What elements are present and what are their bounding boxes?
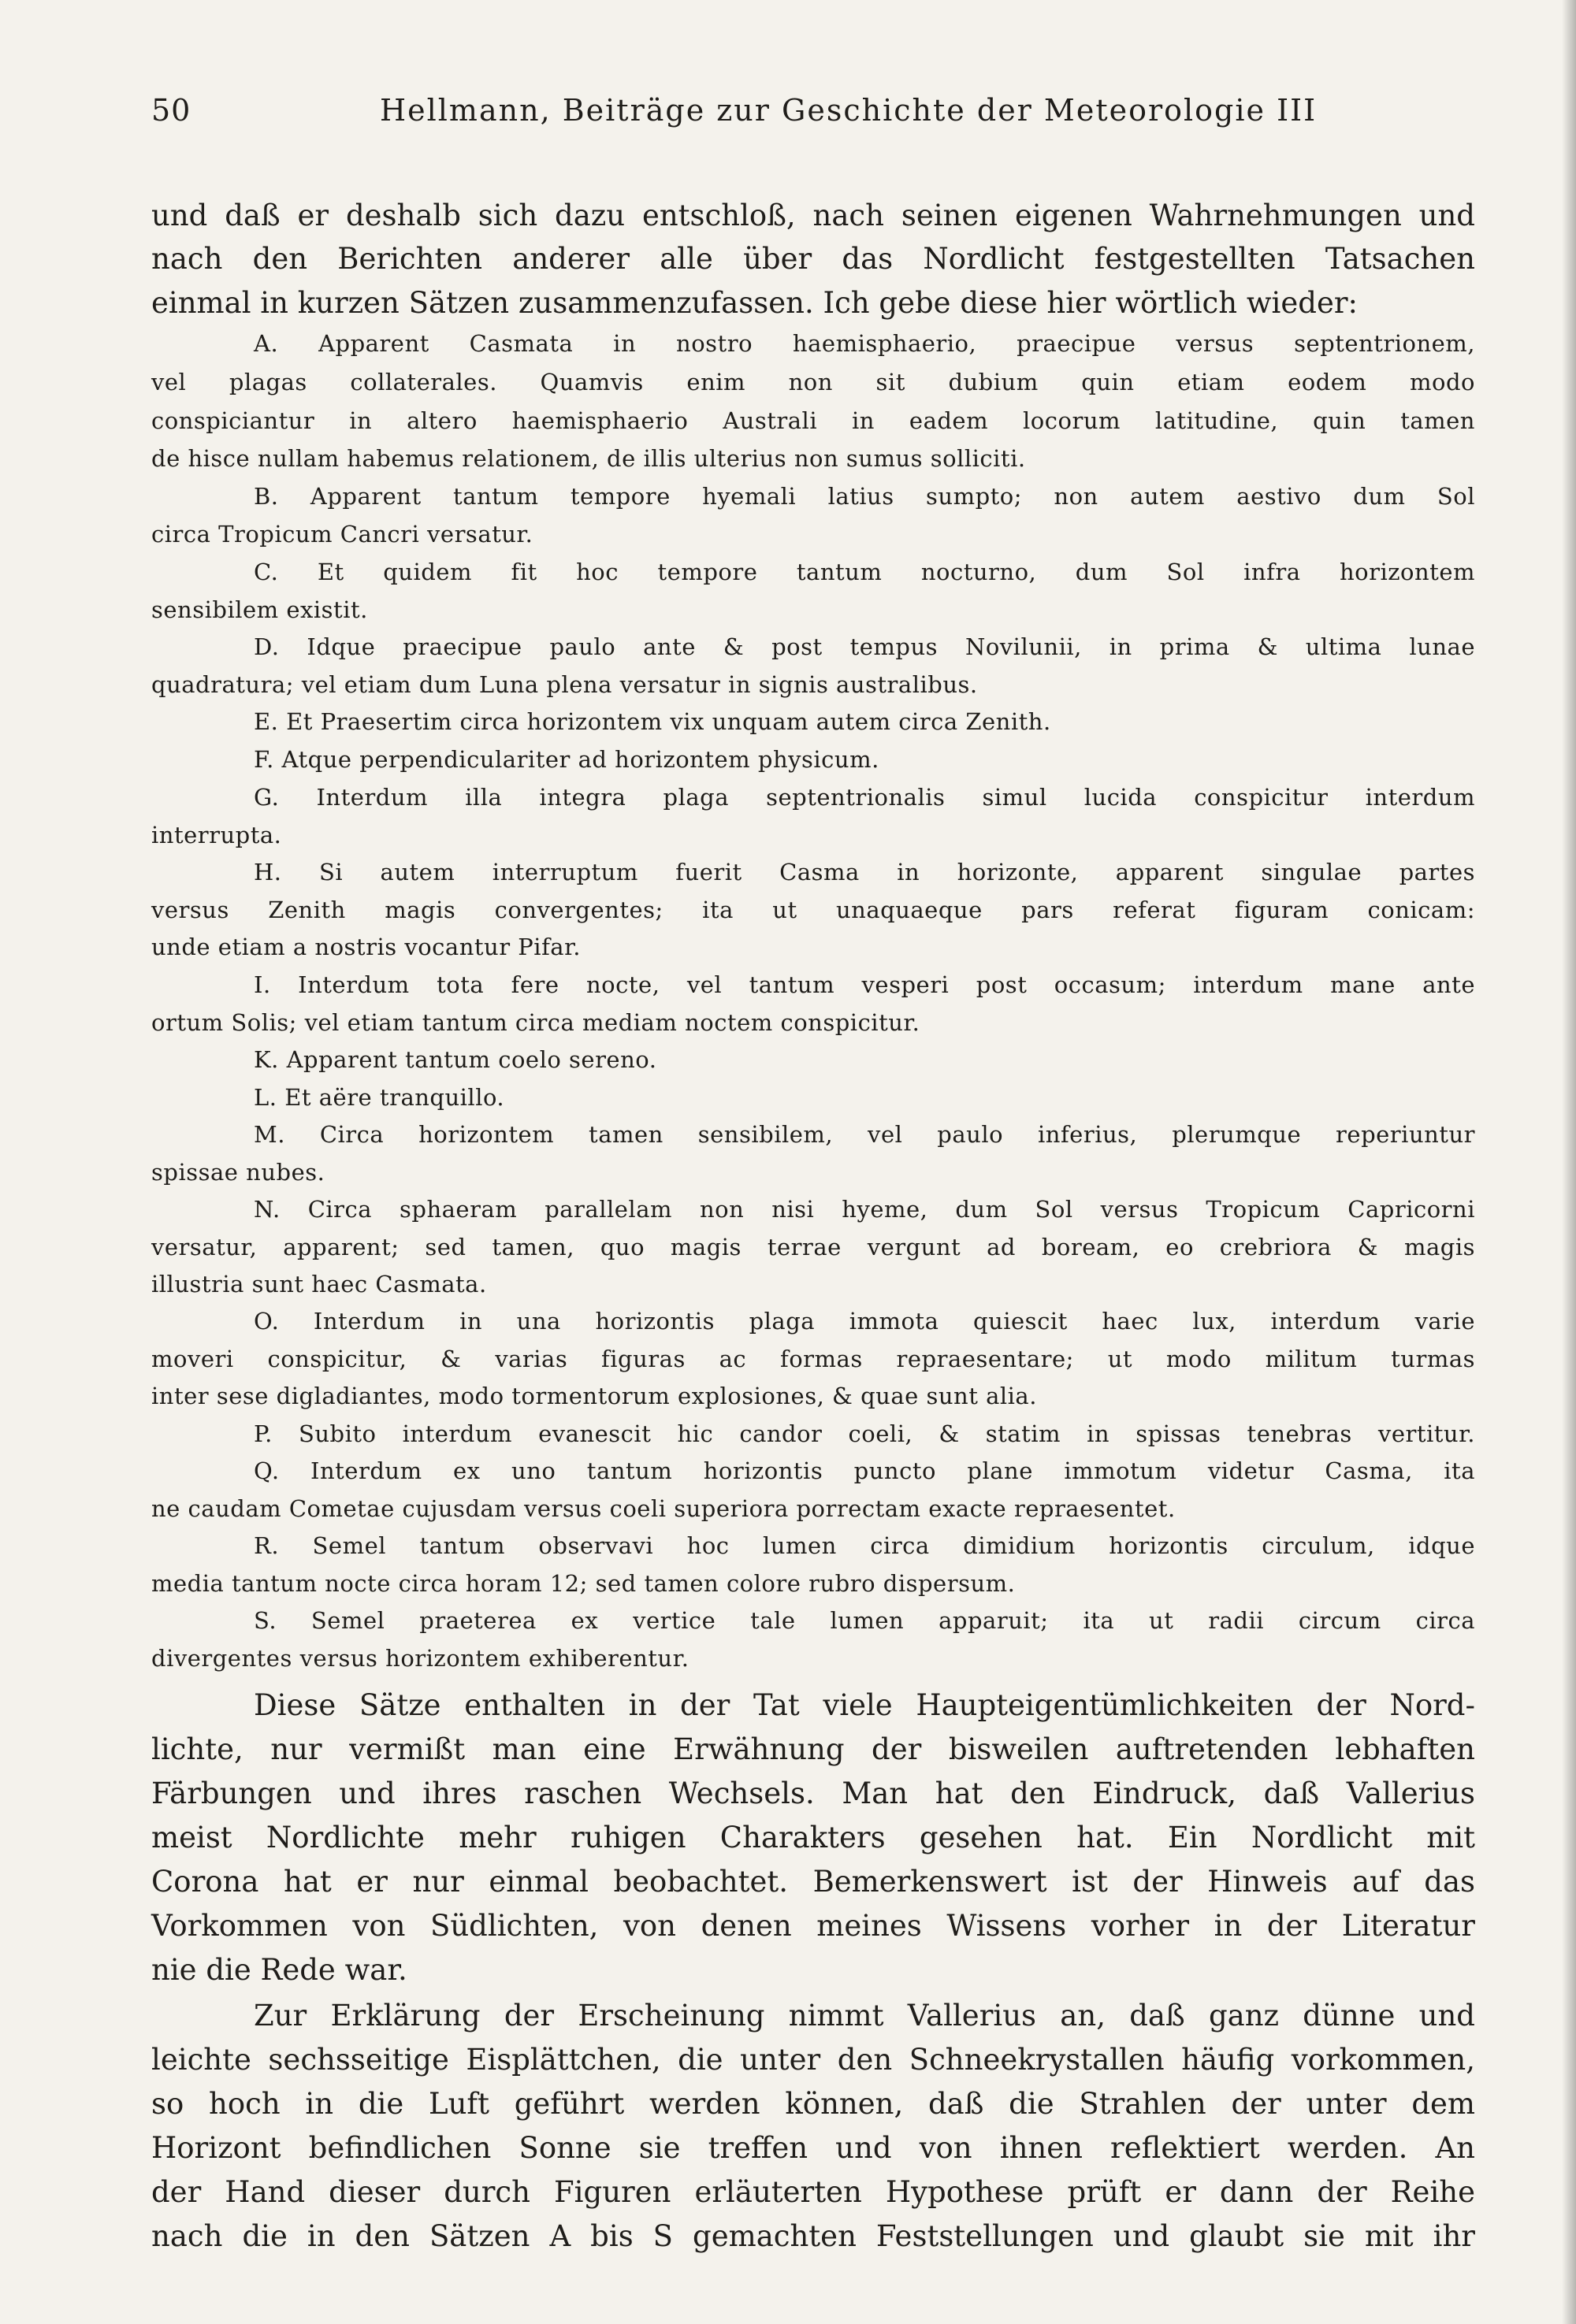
running-header: [151, 93, 1475, 140]
text-line: meist Nordlichte mehr ruhigen Charakters gesehen hat. Ein Nordlicht mit: [151, 1821, 1475, 1854]
text-line: conspiciantur in altero haemisphaerio Australi in eadem locorum latitudine, quin tamen: [151, 407, 1475, 434]
text-line: R. Semel tantum observavi hoc lumen circa dimidium horizontis circulum, idque: [254, 1532, 1475, 1559]
text-line: ortum Solis; vel etiam tantum circa mediam noctem conspicitur.: [151, 1009, 920, 1036]
text-line: lichte, nur vermißt man eine Erwähnung der bisweilen auftretenden lebhaften: [151, 1732, 1475, 1766]
page-edge-shadow: [1562, 0, 1576, 2324]
text-line: moveri conspicitur, & varias figuras ac formas repraesentare; ut modo militum turmas: [151, 1346, 1475, 1372]
text-line: quadratura; vel etiam dum Luna plena versatur in signis australibus.: [151, 671, 978, 698]
text-line: L. Et aëre tranquillo.: [254, 1084, 505, 1111]
text-line: Corona hat er nur einmal beobachtet. Bemerkenswert ist der Hinweis auf das: [151, 1865, 1475, 1899]
text-line: Horizont befindlichen Sonne sie treffen und von ihnen reflektiert werden. An: [151, 2131, 1475, 2165]
text-line: nach den Berichten anderer alle über das Nordlicht festgestellten Tatsachen: [151, 242, 1475, 276]
text-line: F. Atque perpendiculariter ad horizontem physicum.: [254, 746, 879, 773]
text-line: nach die in den Sätzen A bis S gemachten Feststellungen und glaubt sie mit ihr: [151, 2219, 1475, 2253]
text-line: Vorkommen von Südlichten, von denen meines Wissens vorher in der Literatur: [151, 1909, 1475, 1943]
text-line: circa Tropicum Cancri versatur.: [151, 521, 533, 548]
text-line: E. Et Praesertim circa horizontem vix unquam autem circa Zenith.: [254, 708, 1051, 735]
text-line: O. Interdum in una horizontis plaga immota quiescit haec lux, interdum varie: [254, 1308, 1475, 1335]
text-line: sensibilem existit.: [151, 596, 368, 623]
text-line: inter sese digladiantes, modo tormentorum explosiones, & quae sunt alia.: [151, 1383, 1037, 1409]
text-line: D. Idque praecipue paulo ante & post tempus Novilunii, in prima & ultima lunae: [254, 633, 1475, 660]
text-line: spissae nubes.: [151, 1159, 325, 1186]
text-line: interrupta.: [151, 822, 282, 848]
text-line: G. Interdum illa integra plaga septentrionalis simul lucida conspicitur interdum: [254, 784, 1475, 811]
text-line: P. Subito interdum evanescit hic candor coeli, & statim in spissas tenebras vertitur.: [254, 1420, 1475, 1447]
text-line: Diese Sätze enthalten in der Tat viele Haupteigentümlichkeiten der Nord-: [254, 1688, 1475, 1722]
text-line: Zur Erklärung der Erscheinung nimmt Vallerius an, daß ganz dünne und: [254, 1999, 1475, 2033]
text-line: media tantum nocte circa horam 12; sed tamen colore rubro dispersum.: [151, 1570, 1016, 1597]
text-line: versus Zenith magis convergentes; ita ut unaquaeque pars referat figuram conicam:: [151, 897, 1475, 923]
text-line: so hoch in die Luft geführt werden können, daß die Strahlen der unter dem: [151, 2087, 1475, 2121]
text-line: leichte sechsseitige Eisplättchen, die unter den Schneekrystallen häufig vorkommen,: [151, 2043, 1475, 2077]
text-line: B. Apparent tantum tempore hyemali latius sumpto; non autem aestivo dum Sol: [254, 483, 1475, 510]
text-line: Q. Interdum ex uno tantum horizontis puncto plane immotum videtur Casma, ita: [254, 1457, 1475, 1484]
text-line: unde etiam a nostris vocantur Pifar.: [151, 934, 581, 960]
text-line: A. Apparent Casmata in nostro haemisphaerio, praecipue versus septentrionem,: [254, 330, 1475, 357]
page-number: 50: [151, 93, 191, 128]
text-line: N. Circa sphaeram parallelam non nisi hyeme, dum Sol versus Tropicum Capricorni: [254, 1196, 1475, 1223]
text-line: und daß er deshalb sich dazu entschloß, nach seinen eigenen Wahrnehmungen und: [151, 199, 1475, 232]
running-title: Hellmann, Beiträge zur Geschichte der Meteorologie III: [380, 93, 1318, 128]
text-line: Färbungen und ihres raschen Wechsels. Man hat den Eindruck, daß Vallerius: [151, 1776, 1475, 1810]
text-line: de hisce nullam habemus relationem, de illis ulterius non sumus solliciti.: [151, 445, 1026, 472]
text-line: vel plagas collaterales. Quamvis enim non sit dubium quin etiam eodem modo: [151, 369, 1475, 395]
text-line: H. Si autem interruptum fuerit Casma in horizonte, apparent singulae partes: [254, 859, 1475, 885]
text-line: K. Apparent tantum coelo sereno.: [254, 1046, 657, 1073]
text-line: M. Circa horizontem tamen sensibilem, vel paulo inferius, plerumque reperiuntur: [254, 1121, 1475, 1148]
text-line: C. Et quidem fit hoc tempore tantum nocturno, dum Sol infra horizontem: [254, 559, 1475, 585]
text-line: S. Semel praeterea ex vertice tale lumen apparuit; ita ut radii circum circa: [254, 1607, 1475, 1634]
text-line: ne caudam Cometae cujusdam versus coeli superiora porrectam exacte repraesentet.: [151, 1495, 1176, 1522]
text-line: divergentes versus horizontem exhiberentur.: [151, 1645, 690, 1672]
text-line: der Hand dieser durch Figuren erläuterten Hypothese prüft er dann der Reihe: [151, 2175, 1475, 2209]
text-line: einmal in kurzen Sätzen zusammenzufassen. Ich gebe diese hier wörtlich wieder:: [151, 286, 1359, 320]
text-line: illustria sunt haec Casmata.: [151, 1271, 487, 1298]
text-line: versatur, apparent; sed tamen, quo magis terrae vergunt ad boream, eo crebriora & magis: [151, 1234, 1475, 1260]
text-line: I. Interdum tota fere nocte, vel tantum vesperi post occasum; interdum mane ante: [254, 971, 1475, 998]
text-line: nie die Rede war.: [151, 1953, 407, 1987]
